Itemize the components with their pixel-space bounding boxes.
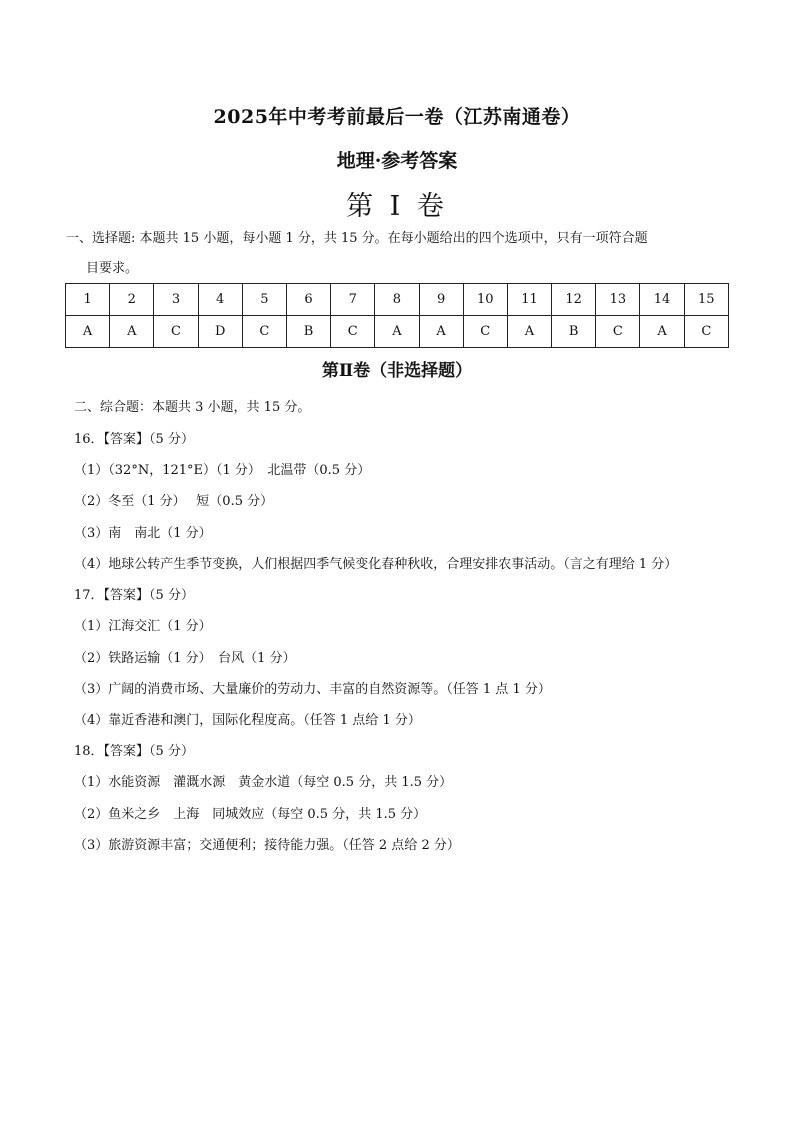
q18-answer-2: （2）鱼米之乡 上海 同城效应（每空 0.5 分，共 1.5 分） (74, 807, 427, 822)
part-two-heading: 第Ⅱ卷（非选择题） (321, 361, 473, 381)
q16-heading: 16．【答案】（5 分） (74, 432, 194, 447)
q16-answer-3: （3）南 南北（1 分） (74, 526, 212, 541)
answer-table-number-row (66, 284, 729, 316)
question-number-cell: 5 (242, 284, 286, 316)
answer-cell: B (286, 316, 330, 348)
answer-cell: A (640, 316, 684, 348)
answer-cell: A (110, 316, 154, 348)
answer-cell: C (242, 316, 286, 348)
answer-cell: C (684, 316, 728, 348)
question-number-cell: 15 (684, 284, 728, 316)
answer-table-answer-row (66, 316, 729, 348)
section1-instruction (66, 224, 746, 284)
question-number-cell: 3 (154, 284, 198, 316)
answer-cell: C (331, 316, 375, 348)
q18-answer-1: （1）水能资源 灌溉水源 黄金水道（每空 0.5 分，共 1.5 分） (74, 775, 453, 790)
question-number-cell: 9 (419, 284, 463, 316)
answer-cell: A (375, 316, 419, 348)
answer-cell: A (507, 316, 551, 348)
q18-heading: 18．【答案】（5 分） (74, 744, 194, 759)
q16-answer-1: （1）（32°N，121°E）（1 分） 北温带（0.5 分） (74, 463, 371, 478)
question-number-cell: 6 (286, 284, 330, 316)
answer-cell: A (66, 316, 110, 348)
page-title: 2025年中考考前最后一卷（江苏南通卷） (213, 106, 581, 128)
answer-cell: B (552, 316, 596, 348)
question-number-cell: 12 (552, 284, 596, 316)
question-number-cell: 4 (198, 284, 242, 316)
question-number-cell: 10 (463, 284, 507, 316)
question-number-cell: 14 (640, 284, 684, 316)
answer-cell: D (198, 316, 242, 348)
q16-answer-4: （4）地球公转产生季节变换，人们根据四季气候变化春种秋收，合理安排农事活动。（言之有理给 1 分） (74, 557, 678, 572)
question-number-cell: 11 (507, 284, 551, 316)
answer-cell: A (419, 316, 463, 348)
question-number-cell: 13 (596, 284, 640, 316)
q17-answer-1: （1）江海交汇（1 分） (74, 619, 212, 634)
answer-table (65, 283, 729, 348)
q18-answer-3: （3）旅游资源丰富；交通便利；接待能力强。（任答 2 点给 2 分） (74, 838, 460, 853)
answer-cell: C (596, 316, 640, 348)
q17-heading: 17．【答案】（5 分） (74, 588, 194, 603)
answer-cell: C (463, 316, 507, 348)
question-number-cell: 2 (110, 284, 154, 316)
part-one-heading: 第 I 卷 (346, 191, 448, 222)
q17-answer-2: （2）铁路运输（1 分） 台风（1 分） (74, 651, 296, 666)
question-number-cell: 1 (66, 284, 110, 316)
answer-cell: C (154, 316, 198, 348)
section1-instruction-line1: 一、选择题: 本题共 15 小题，每小题 1 分，共 15 分。在每小题给出的四个选项中，只有一项符合题 (66, 231, 648, 246)
section2-instruction: 二、综合题：本题共 3 小题，共 15 分。 (74, 400, 311, 415)
q17-answer-4: （4）靠近香港和澳门，国际化程度高。（任答 1 点给 1 分） (74, 713, 421, 728)
question-number-cell: 8 (375, 284, 419, 316)
q16-answer-2: （2）冬至（1 分） 短（0.5 分） (74, 494, 274, 509)
q17-answer-3: （3）广阔的消费市场、大量廉价的劳动力、丰富的自然资源等。（任答 1 点 1 分） (74, 682, 551, 697)
section1-instruction-line2: 目要求。 (86, 261, 139, 276)
question-number-cell: 7 (331, 284, 375, 316)
page-subtitle: 地理·参考答案 (336, 150, 458, 172)
